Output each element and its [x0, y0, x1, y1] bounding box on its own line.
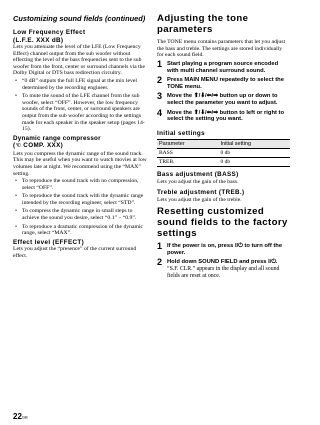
step-item: 1 Start playing a program source encoded with multi channel surround sound. [157, 58, 279, 74]
list-item: • To compress the dynamic range in small steps to achieve the sound you desire, select “0.1” – “0.9”. [22, 208, 149, 221]
step-item: 2 Press MAIN MENU repeatedly to select the TONE menu. [157, 75, 284, 90]
treble-title: Treble adjustment (TREB.) [157, 189, 245, 197]
adjust-steps [157, 58, 290, 123]
step-item: 4 Move the ⬆/⬇/⬅/➡ button to left or right to select the setting you want. [157, 107, 284, 123]
initial-settings-table [157, 139, 290, 167]
page-number: 22GB [13, 412, 28, 421]
step-item: 2 Hold down SOUND FIELD and press I/⏻. “S.F. CLR.” appears in the display and all sound fields are reset at once. [157, 259, 290, 279]
lfe-bullets [13, 78, 149, 133]
bass-title: Bass adjustment (BASS) [157, 171, 239, 179]
effect-body: Lets you adjust the “presence” of the current surround effect. [13, 246, 137, 259]
hand-icon: ☜ [15, 143, 22, 150]
lfe-title: Low Frequency Effect [13, 29, 86, 36]
left-column [13, 14, 149, 260]
table-header: Initial setting [218, 140, 290, 149]
step-item: 3 Move the ⬆/⬇/⬅/➡ button up or down to select the parameter you want to adjust. [157, 91, 278, 106]
table-row: BASS 0 db [157, 149, 290, 158]
list-item: • “0 dB” outputs the full LFE signal at the mix level determined by the recording engineer. [22, 78, 149, 91]
right-column [157, 14, 290, 282]
section-heading: Customizing sound fields (continued) [13, 14, 146, 23]
adjust-body: The TONE menu contains parameters that let you adjust the bass and treble. The settings are stored individually for each sound field. [157, 39, 286, 59]
bass-body: Lets you adjust the gain of the bass. [157, 178, 239, 185]
lfe-body: Lets you attenuate the level of the LFE (Low Frequency Effect) channel output from the sub woofer without effecting the level of the bass frequencies sent to the sub woofer from the front, center or surround channels via the Dolby Digital or DTS bass redirection circuitry. [13, 44, 146, 77]
comp-title: Dynamic range compressor [13, 134, 101, 142]
list-item: • To reproduce a dramatic compression of the dynamic range, select “MAX”. [22, 224, 149, 237]
reset-title: Resetting customized sound fields to the factory settings [157, 206, 288, 239]
step-note: “S.F. CLR.” appears in the display and all sound fields are reset at once. [167, 265, 280, 279]
step-item: 1 If the power is on, press I/⏻ to turn off the power. [157, 241, 283, 256]
comp-code-line: (☜ COMP. XXX) [13, 142, 64, 150]
table-row: TREB. 0 db [157, 158, 290, 167]
reset-steps [157, 243, 290, 279]
table-header: Parameter [157, 140, 218, 149]
comp-code: COMP. XXX) [23, 142, 64, 150]
comp-bullets [13, 178, 149, 237]
comp-body: Lets you compress the dynamic range of the sound track. This may be useful when you want to watch movies at low volumes late at night. We recommend using the “MAX” setting. [13, 150, 147, 177]
list-item: • To reproduce the sound track with no compression, select “OFF”. [22, 178, 149, 191]
treble-body: Lets you adjust the gain of the treble. [157, 196, 242, 203]
lfe-code: (L.F.E. XXX dB) [13, 36, 64, 44]
language-code: GB [21, 414, 28, 420]
list-item: • To mute the sound of the LFE channel from the sub woofer, select “OFF”. However, the low frequency sounds of the front, center, or surround speakers are output from the sub woofer according to the settings made for each speaker in the speaker setup (pages 14-15). [22, 93, 149, 133]
initial-settings-title: Initial settings [157, 129, 205, 137]
adjust-title: Adjusting the tone parameters [157, 13, 249, 35]
list-item: • To reproduce the sound track with the dynamic range intended by the recording engineer, select “STD”. [22, 193, 149, 206]
effect-title: Effect level (EFFECT) [13, 238, 85, 246]
